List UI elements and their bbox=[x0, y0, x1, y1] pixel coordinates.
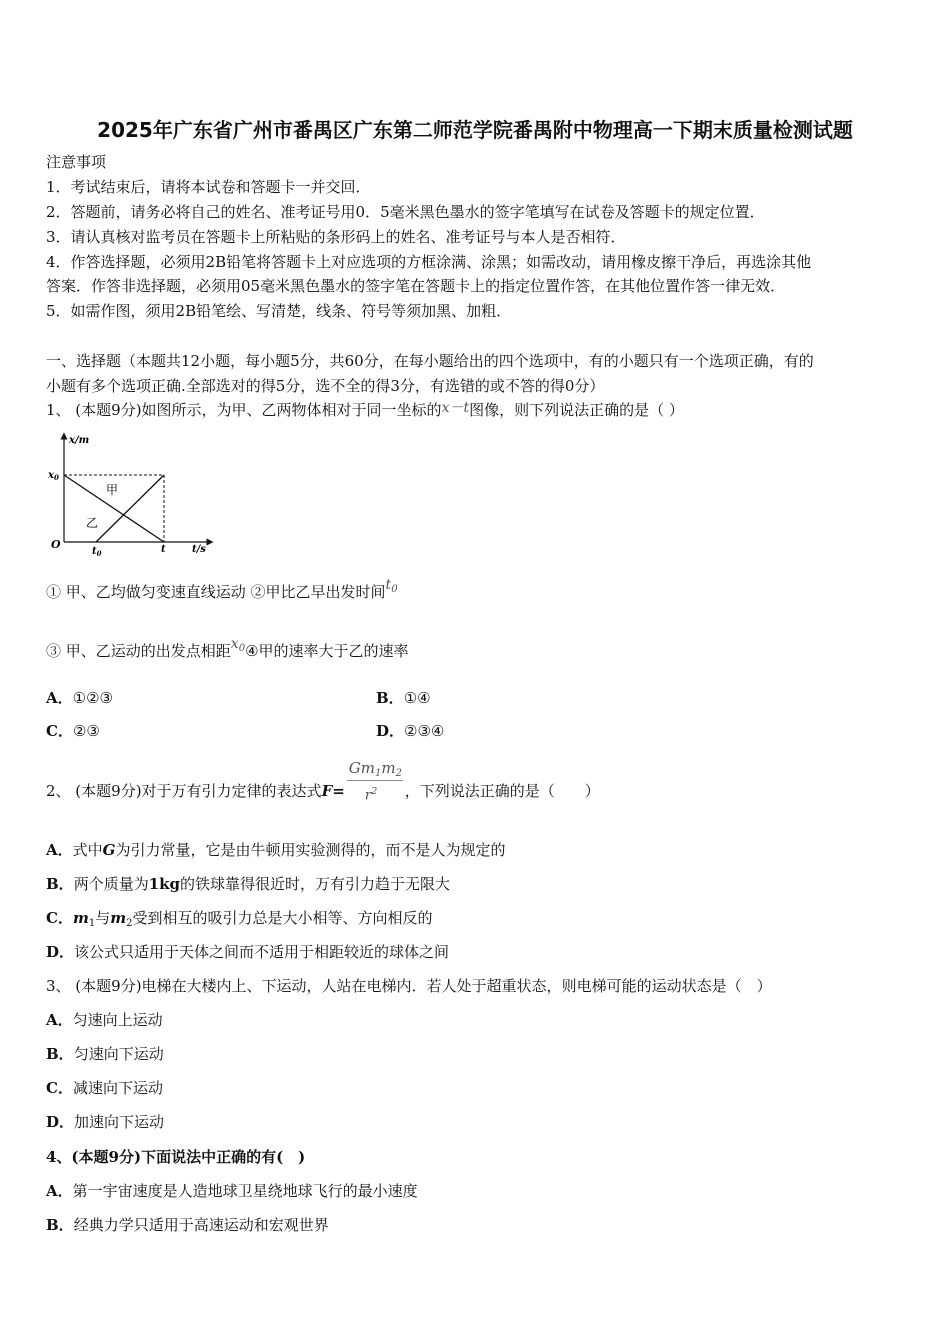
question-2-option-c[interactable]: C．$m_1$与$m_2$受到相互的吸引力总是大小相等、方向相反的 bbox=[46, 909, 433, 929]
notice-item: 答案．作答非选择题，必须用05毫米黑色墨水的签字笔在答题卡上的指定位置作答，在其他位置作答一律无效． bbox=[46, 277, 786, 295]
question-1-option-d[interactable]: D．②③④ bbox=[376, 722, 445, 740]
notice-item: 1．考试结束后，请将本试卷和答题卡一并交回． bbox=[46, 178, 371, 196]
origin-label: O bbox=[51, 538, 61, 551]
notice-item: 2．答题前，请务必将自己的姓名、准考证号用0．5毫米黑色墨水的签字笔填写在试卷及答题卡的规定位置． bbox=[46, 203, 765, 221]
question-4-option-a[interactable]: A．第一宇宙速度是人造地球卫星绕地球飞行的最小速度 bbox=[46, 1182, 418, 1200]
question-1-option-a[interactable]: A．①②③ bbox=[46, 689, 113, 707]
xt-symbol: x－t bbox=[441, 400, 470, 416]
xt-graph bbox=[46, 430, 216, 556]
question-3-stem: 3、 (本题9分)电梯在大楼内上、下运动，人站在电梯内．若人处于超重状态，则电梯可能的运动状态是（ ） bbox=[46, 977, 772, 995]
notice-heading: 注意事项 bbox=[46, 153, 107, 171]
x0-label: $x_0$ bbox=[48, 470, 59, 482]
question-1-option-c[interactable]: C．②③ bbox=[46, 722, 100, 740]
question-1-statement-1: ① 甲、乙均做匀变速直线运动 ②甲比乙早出发时间$t_0$ bbox=[46, 577, 398, 601]
question-2-stem: 2、 (本题9分)对于万有引力定律的表达式F= $\frac{Gm_1m_2}{r^2}$ ，下列说法正确的是（ ） bbox=[46, 759, 600, 804]
question-2-option-b[interactable]: B．两个质量为1kg的铁球靠得很近时，万有引力趋于无限大 bbox=[46, 875, 451, 893]
t0-label: $t_0$ bbox=[92, 546, 102, 556]
notice-item: 5．如需作图，须用2B铅笔绘、写清楚，线条、符号等须加黑、加粗． bbox=[46, 302, 512, 320]
question-2-option-d[interactable]: D．该公式只适用于天体之间而不适用于相距较近的球体之间 bbox=[46, 943, 450, 961]
question-3-option-a[interactable]: A．匀速向上运动 bbox=[46, 1011, 163, 1029]
question-1-statement-2: ③ 甲、乙运动的出发点相距$x_0④$甲的速率大于乙的速率 bbox=[46, 636, 409, 660]
y-axis-label: x/m bbox=[69, 435, 90, 446]
question-4-stem: 4、(本题9分)下面说法中正确的有( ) bbox=[46, 1148, 306, 1166]
question-4-option-b[interactable]: B．经典力学只适用于高速运动和宏观世界 bbox=[46, 1216, 329, 1234]
x-axis-label: t/s bbox=[192, 544, 206, 555]
page-title: 2025年广东省广州市番禺区广东第二师范学院番禺附中物理高一下期末质量检测试题 bbox=[97, 118, 853, 142]
question-1-stem: 1、 (本题9分)如图所示，为甲、乙两物体相对于同一坐标的x－t图像，则下列说法正确的是（ ） bbox=[46, 400, 684, 419]
section-intro: 一、选择题（本题共12小题，每小题5分，共60分，在每小题给出的四个选项中，有的小题只有一个选项正确，有的 bbox=[46, 352, 814, 370]
jia-label: 甲 bbox=[106, 483, 119, 497]
question-3-option-c[interactable]: C．减速向下运动 bbox=[46, 1079, 163, 1097]
section-intro: 小题有多个选项正确.全部选对的得5分，选不全的得3分，有选错的或不答的得0分） bbox=[46, 377, 605, 395]
yi-label: 乙 bbox=[86, 516, 99, 530]
t-label: t bbox=[161, 544, 166, 555]
question-3-option-b[interactable]: B．匀速向下运动 bbox=[46, 1045, 164, 1063]
question-3-option-d[interactable]: D．加速向下运动 bbox=[46, 1113, 165, 1131]
t0-symbol: $t_0$ bbox=[385, 577, 398, 595]
x0-symbol: $x_0$ bbox=[230, 636, 246, 654]
notice-item: 3．请认真核对监考员在答题卡上所粘贴的条形码上的姓名、准考证号与本人是否相符． bbox=[46, 228, 626, 246]
gravitation-formula: $\frac{Gm_1m_2}{r^2}$ bbox=[348, 759, 402, 804]
notice-item: 4．作答选择题，必须用2B铅笔将答题卡上对应选项的方框涂满、涂黑；如需改动，请用橡皮擦干净后，再选涂其他 bbox=[46, 253, 812, 271]
question-2-option-a[interactable]: A．式中G为引力常量，它是由牛顿用实验测得的，而不是人为规定的 bbox=[46, 841, 506, 859]
question-1-option-b[interactable]: B．①④ bbox=[376, 689, 431, 707]
